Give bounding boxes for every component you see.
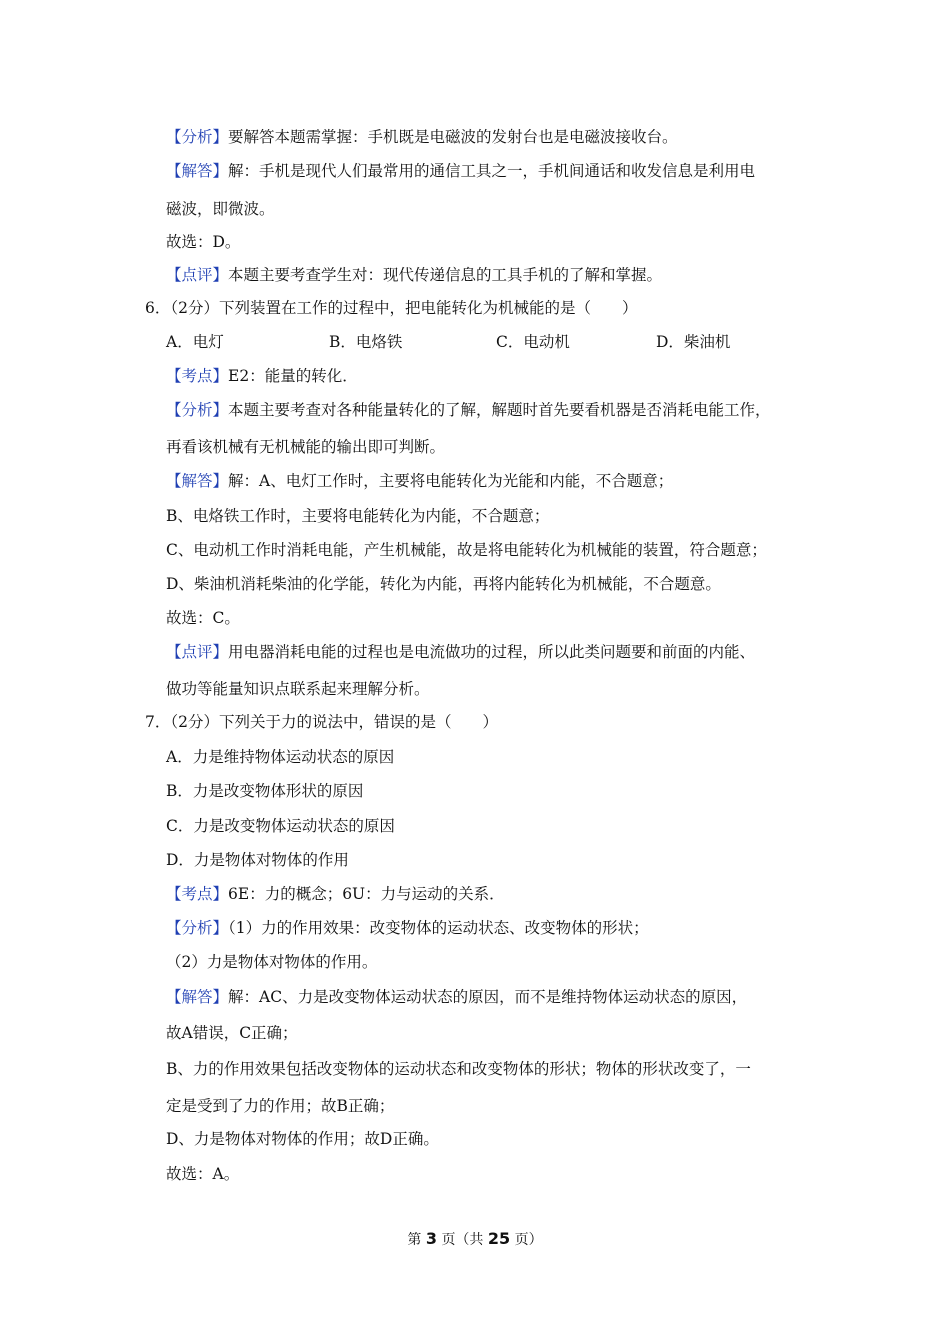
q6-option-a: A．电灯 — [166, 333, 224, 351]
footer-suffix: 页） — [514, 1232, 543, 1248]
q6-solution — [166, 470, 673, 492]
keypoint-text: E2：能量的转化． — [228, 367, 358, 385]
q6-keypoint — [166, 365, 358, 387]
q5-comment — [166, 264, 662, 286]
footer-prefix: 第 — [407, 1232, 422, 1248]
solution-tag: 【解答】 — [166, 162, 229, 180]
solution-text: 解：AC、力是改变物体运动状态的原因，而不是维持物体运动状态的原因， — [228, 988, 748, 1006]
q5-answer: 故选：D。 — [166, 233, 241, 251]
q6-stem: 6．（2分）下列装置在工作的过程中，把电能转化为机械能的是（ ） — [145, 299, 638, 317]
q6-option-b: B．电烙铁 — [329, 333, 403, 351]
q6-analysis-line2: 再看该机械有无机械能的输出即可判断。 — [166, 438, 446, 456]
solution-text: 解：A、电灯工作时，主要将电能转化为光能和内能，不合题意； — [228, 472, 674, 490]
q7-analysis-line2: （2）力是物体对物体的作用。 — [166, 953, 378, 971]
q7-keypoint — [166, 883, 505, 905]
footer-middle: 页（共 — [441, 1232, 484, 1248]
q7-solution-line3: B、力的作用效果包括改变物体的运动状态和改变物体的形状；物体的形状改变了，一 — [166, 1060, 751, 1078]
q7-solution-line5: D、力是物体对物体的作用；故D正确。 — [166, 1130, 439, 1148]
solution-tag: 【解答】 — [166, 988, 229, 1006]
analysis-text: （1）力的作用效果：改变物体的运动状态、改变物体的形状； — [228, 919, 649, 937]
q6-solution-line3: C、电动机工作时消耗电能，产生机械能，故是将电能转化为机械能的装置，符合题意； — [166, 541, 767, 559]
q7-analysis — [166, 917, 649, 939]
analysis-tag: 【分析】 — [166, 128, 229, 146]
q7-answer: 故选：A。 — [166, 1165, 240, 1183]
keypoint-text: 6E：力的概念；6U：力与运动的关系． — [228, 885, 505, 903]
comment-tag: 【点评】 — [166, 266, 229, 284]
solution-tag: 【解答】 — [166, 472, 229, 490]
q7-solution-line2: 故A错误，C正确； — [166, 1024, 298, 1042]
comment-text: 用电器消耗电能的过程也是电流做功的过程，所以此类问题要和前面的内能、 — [228, 643, 756, 661]
q6-comment-line2: 做功等能量知识点联系起来理解分析。 — [166, 680, 430, 698]
comment-tag: 【点评】 — [166, 643, 229, 661]
q5-solution-line2: 磁波，即微波。 — [166, 200, 275, 218]
keypoint-tag: 【考点】 — [166, 885, 229, 903]
q6-comment — [166, 641, 755, 663]
solution-text: 解：手机是现代人们最常用的通信工具之一，手机间通话和收发信息是利用电 — [228, 162, 756, 180]
q7-solution-line4: 定是受到了力的作用；故B正确； — [166, 1097, 395, 1115]
analysis-text: 要解答本题需掌握：手机既是电磁波的发射台也是电磁波接收台。 — [228, 128, 678, 146]
analysis-text: 本题主要考查对各种能量转化的了解，解题时首先要看机器是否消耗电能工作， — [228, 401, 771, 419]
q6-analysis — [166, 399, 771, 421]
page-number: 3 — [425, 1229, 437, 1248]
q7-option-a: A．力是维持物体运动状态的原因 — [166, 748, 395, 766]
q7-stem: 7．（2分）下列关于力的说法中，错误的是（ ） — [145, 713, 498, 731]
q7-option-c: C．力是改变物体运动状态的原因 — [166, 817, 395, 835]
q5-solution — [166, 160, 755, 182]
q6-option-d: D．柴油机 — [656, 333, 731, 351]
q5-analysis — [166, 126, 678, 148]
total-pages: 25 — [487, 1229, 511, 1248]
q7-option-b: B．力是改变物体形状的原因 — [166, 782, 364, 800]
q6-solution-line4: D、柴油机消耗柴油的化学能，转化为内能，再将内能转化为机械能，不合题意。 — [166, 575, 721, 593]
page-footer — [0, 1228, 950, 1251]
q6-option-c: C．电动机 — [496, 333, 570, 351]
comment-text: 本题主要考查学生对：现代传递信息的工具手机的了解和掌握。 — [228, 266, 663, 284]
q6-answer: 故选：C。 — [166, 609, 240, 627]
keypoint-tag: 【考点】 — [166, 367, 229, 385]
q7-option-d: D．力是物体对物体的作用 — [166, 851, 349, 869]
analysis-tag: 【分析】 — [166, 919, 229, 937]
q7-solution — [166, 986, 747, 1008]
analysis-tag: 【分析】 — [166, 401, 229, 419]
q6-solution-line2: B、电烙铁工作时，主要将电能转化为内能，不合题意； — [166, 507, 550, 525]
